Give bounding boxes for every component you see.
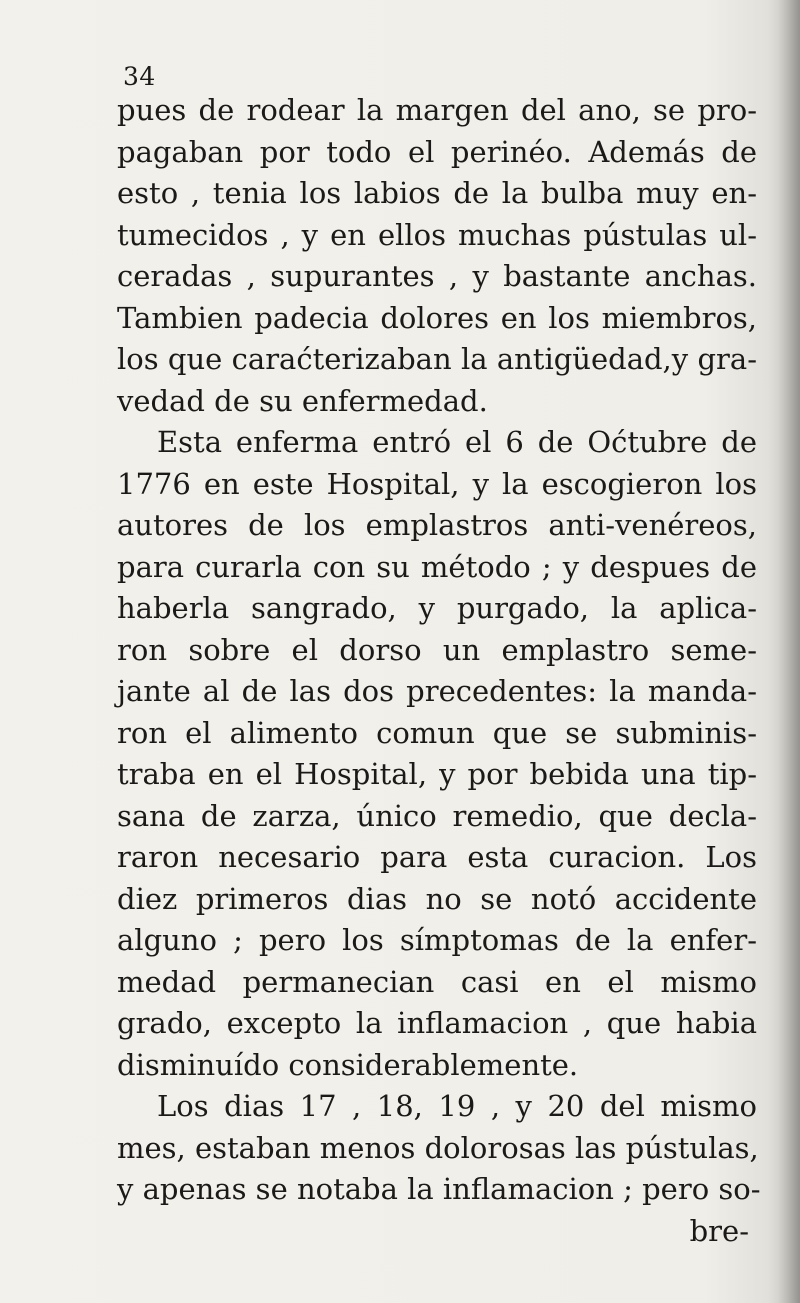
text-line: y apenas se notaba la inflamacion ; pero so-: [117, 1172, 761, 1206]
text-line: jante al de las dos precedentes: la manda-: [117, 674, 757, 708]
text-line: para curarla con su método ; y despues de: [117, 549, 757, 584]
text-line: esto , tenia los labios de la bulba muy en-: [117, 176, 757, 210]
text-line: pagaban por todo el perinéo. Además de: [117, 134, 757, 169]
text-line: disminuído considerablemente.: [117, 1047, 579, 1082]
body-text: [117, 90, 761, 1252]
text-line: ron el alimento comun que se subminis-: [117, 715, 757, 750]
text-line: haberla sangrado, y purgado, la aplica-: [117, 591, 757, 625]
page-number: 34: [123, 62, 156, 91]
text-line: vedad de su enfermedad.: [117, 383, 488, 418]
page-edge-shadow: [778, 0, 800, 1303]
text-line: traba en el Hospital, y por bebida una tip-: [117, 757, 757, 791]
text-line: mes, estaban menos dolorosas las pústulas,: [117, 1130, 759, 1165]
text-line: ceradas , supurantes , y bastante anchas.: [117, 259, 757, 293]
text-line: sana de zarza, único remedio, que decla-: [117, 798, 757, 833]
text-line: grado, excepto la inflamacion , que habia: [117, 1006, 757, 1040]
paragraph-start-line: Esta enferma entró el 6 de Oćtubre de: [157, 425, 757, 459]
text-line: tumecidos , y en ellos muchas pústulas ul-: [117, 217, 757, 252]
text-line: raron necesario para esta curacion. Los: [117, 840, 757, 874]
text-line: diez primeros dias no se notó accidente: [117, 881, 757, 916]
text-line: ron sobre el dorso un emplastro seme-: [117, 632, 757, 667]
text-line: medad permanecian casi en el mismo: [117, 964, 757, 999]
text-line: alguno ; pero los símptomas de la enfer-: [117, 923, 757, 957]
paragraph-start-line: Los dias 17 , 18, 19 , y 20 del mismo: [157, 1089, 757, 1123]
text-line: autores de los emplastros anti-venéreos,: [117, 508, 757, 542]
text-line: 1776 en este Hospital, y la escogieron los: [117, 466, 757, 501]
catchword: bre-: [689, 1213, 749, 1248]
text-line: los que caraćterizaban la antigüedad,y gra-: [117, 342, 757, 376]
text-line: pues de rodear la margen del ano, se pro-: [117, 93, 757, 127]
text-line: Tambien padecia dolores en los miembros,: [117, 300, 757, 335]
